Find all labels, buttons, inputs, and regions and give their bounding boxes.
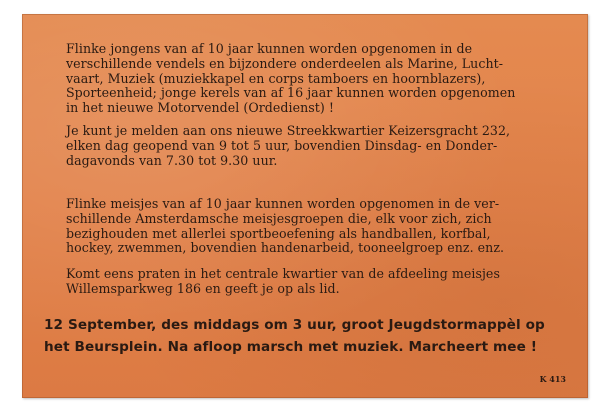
text-line: schillende Amsterdamsche meisjesgroepen die, elk voor zich, zich [66, 210, 492, 226]
text-line: verschillende vendels en bijzondere onderdeelen als Marine, Lucht- [66, 55, 504, 71]
announcement-line: het Beursplein. Na afloop marsch met muziek. Marcheert mee ! [44, 339, 538, 355]
text-line: dagavonds van 7.30 tot 9.30 uur. [66, 152, 278, 168]
text-line: vaart, Muziek (muziekkapel en corps tamboers en hoornblazers), [66, 70, 486, 86]
text-line: hockey, zwemmen, bovendien handenarbeid, tooneelgroep enz. enz. [66, 240, 505, 256]
registration-info-paragraph [66, 124, 510, 168]
text-line: bezighouden met allerlei sportbeoefening als handballen, korfbal, [66, 225, 491, 241]
girls-office-paragraph [66, 267, 500, 297]
rally-announcement [44, 314, 545, 358]
announcement-line: 12 September, des middags om 3 uur, groot Jeugdstormappèl op [44, 317, 545, 333]
text-line: Flinke jongens van af 10 jaar kunnen worden opgenomen in de [66, 41, 473, 56]
text-line: in het nieuwe Motorvendel (Ordedienst) ! [66, 100, 334, 116]
leaflet-card [22, 14, 588, 398]
text-line: Flinke meisjes van af 10 jaar kunnen worden opgenomen in de ver- [66, 196, 500, 211]
text-line: Je kunt je melden aan ons nieuwe Streekkwartier Keizersgracht 232, [66, 123, 511, 138]
boys-membership-paragraph [66, 42, 515, 116]
girls-membership-paragraph [66, 197, 504, 256]
text-line: Sporteenheid; jonge kerels van af 16 jaar kunnen worden opgenomen [66, 85, 516, 101]
text-line: elken dag geopend van 9 tot 5 uur, bovendien Dinsdag- en Donder- [66, 137, 498, 153]
print-code: K 413 [539, 374, 566, 384]
text-line: Willemsparkweg 186 en geeft je op als lid. [66, 280, 340, 296]
text-line: Komt eens praten in het centrale kwartier van de afdeeling meisjes [66, 266, 500, 281]
